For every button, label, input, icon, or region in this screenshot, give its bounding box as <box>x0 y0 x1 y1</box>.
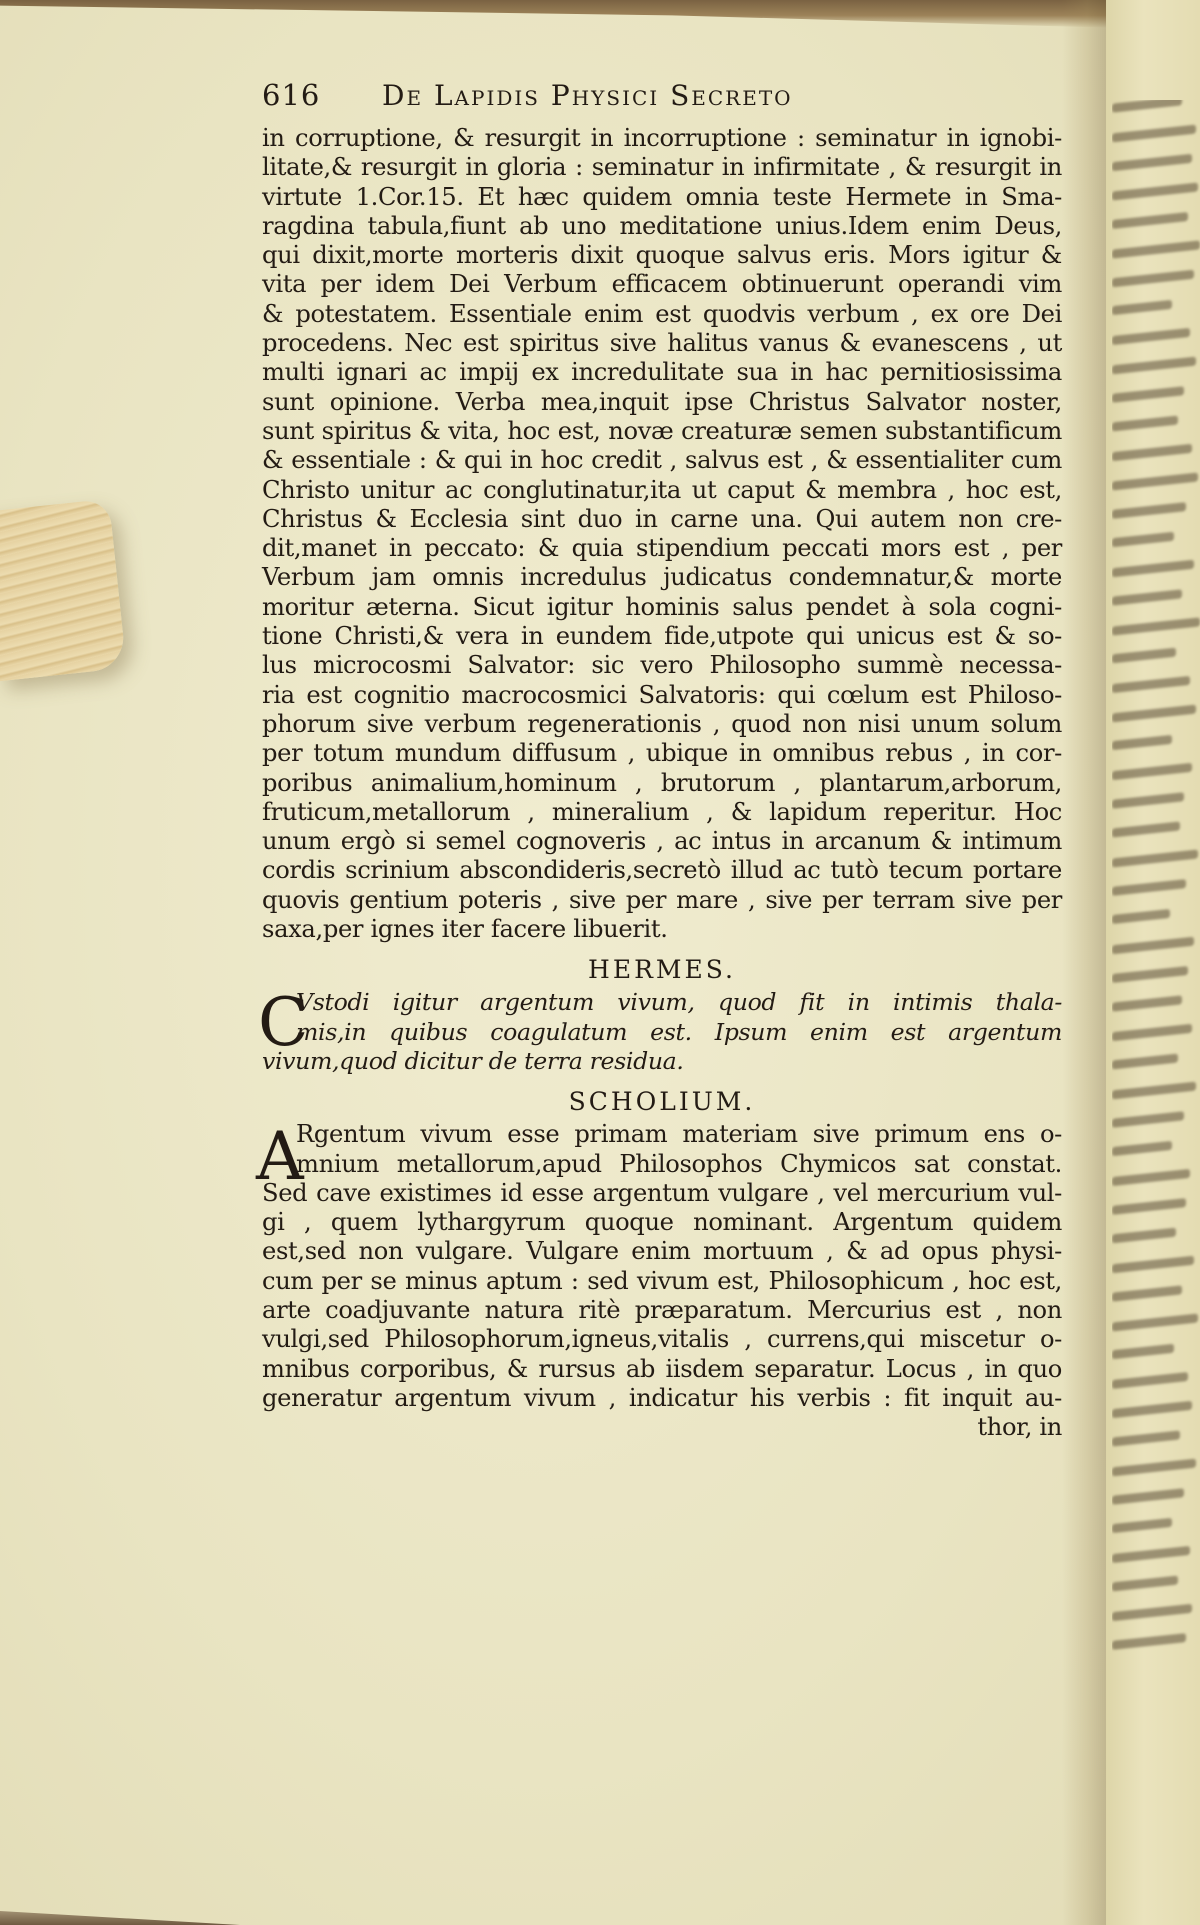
facing-page-text-stroke <box>1112 328 1190 345</box>
facing-page-text-stroke <box>1112 1313 1198 1331</box>
facing-page-text-stroke <box>1112 648 1176 664</box>
body-line: Christus & Ecclesia sint duo in carne una. Qui autem non cre- <box>262 504 1062 533</box>
facing-page-text-stroke <box>1112 154 1192 171</box>
hermes-line: mis,in quibus coagulatum est. Ipsum enim est argentum <box>296 1017 1062 1046</box>
body-line: saxa,per ignes iter facere libuerit. <box>262 915 668 944</box>
body-line: & potestatem. Essentiale enim est quodvis verbum , ex ore Dei <box>262 299 1062 328</box>
facing-page-text-stroke <box>1112 821 1180 837</box>
scholium-paragraph <box>256 1118 1062 1442</box>
body-line: lus microcosmi Salvator: sic vero Philosopho summè necessa- <box>262 651 1062 680</box>
running-header <box>262 78 1062 124</box>
body-line: tione Christi,& vera in eundem fide,utpote qui unicus est & so- <box>262 622 1062 651</box>
body-line: moritur æterna. Sicut igitur hominis salus pendet à sola cogni- <box>262 592 1062 621</box>
page-number: 616 <box>262 78 321 112</box>
facing-page-text-stroke <box>1112 532 1174 548</box>
scholium-line: gi , quem lythargyrum quoque nominant. Argentum quidem <box>262 1208 1062 1237</box>
facing-page-text-blur <box>1112 100 1200 1720</box>
facing-page-text-stroke <box>1112 125 1196 143</box>
facing-page-text-stroke <box>1112 879 1186 896</box>
scholium-line: cum per se minus aptum : sed vivum est, Philosophicum , hoc est, <box>262 1266 1062 1295</box>
hermes-quote <box>258 984 1062 1076</box>
facing-page-text-stroke <box>1112 966 1188 983</box>
page-text <box>256 78 1062 1442</box>
facing-page-text-stroke <box>1112 1111 1184 1128</box>
body-line: virtute 1.Cor.15. Et hæc quidem omnia teste Hermete in Sma- <box>262 182 1062 211</box>
body-line: procedens. Nec est spiritus sive halitus vanus & evanescens , ut <box>262 329 1062 358</box>
facing-page-text-stroke <box>1112 735 1172 750</box>
scholium-line: Sed cave existimes id esse argentum vulgare , vel mercurium vul- <box>262 1178 1062 1207</box>
facing-page-text-stroke <box>1112 705 1196 723</box>
body-line: ria est cognitio macrocosmici Salvatoris: qui cœlum est Philoso- <box>262 680 1062 709</box>
facing-page-text-stroke <box>1112 1082 1196 1100</box>
facing-page-text-stroke <box>1112 1372 1188 1389</box>
facing-page-text-stroke <box>1112 909 1170 924</box>
body-line: & essentiale : & qui in hoc credit , salvus est , & essentialiter cum <box>262 446 1062 475</box>
section-heading-scholium: SCHOLIUM. <box>568 1087 756 1117</box>
facing-page-text-stroke <box>1112 357 1196 375</box>
body-paragraph <box>262 124 1062 944</box>
facing-page-text-stroke <box>1112 100 1182 113</box>
facing-page-text-stroke <box>1112 1401 1192 1418</box>
facing-page-text-stroke <box>1112 676 1190 693</box>
body-line: poribus animalium,hominum , brutorum , plantarum,arborum, <box>262 768 1062 797</box>
facing-page-text-stroke <box>1112 1054 1178 1070</box>
facing-page-text-stroke <box>1112 1024 1192 1041</box>
facing-page-text-stroke <box>1112 617 1200 635</box>
body-line: multi ignari ac impij ex incredulitate sua in hac pernitiosissima <box>262 358 1062 387</box>
facing-page-text-stroke <box>1112 502 1186 519</box>
scholium-line: mnium metallorum,apud Philosophos Chymicos sat constat. <box>296 1149 1062 1178</box>
facing-page-text-stroke <box>1112 386 1184 403</box>
facing-page-text-stroke <box>1112 849 1198 867</box>
body-line: dit,manet in peccato: & quia stipendium peccati mors est , per <box>262 534 1062 563</box>
facing-page-text-stroke <box>1112 560 1194 578</box>
facing-page-text-stroke <box>1112 589 1182 605</box>
body-line: cordis scrinium abscondideris,secretò illud ac tutò tecum portare <box>262 856 1062 885</box>
facing-page-text-stroke <box>1112 472 1198 490</box>
facing-page-text-stroke <box>1112 1285 1182 1301</box>
body-line: fruticum,metallorum , mineralium , & lapidum reperitur. Hoc <box>262 797 1062 826</box>
facing-page-text-stroke <box>1112 1344 1174 1360</box>
page-gutter <box>1062 0 1108 1925</box>
facing-page-text-stroke <box>1112 212 1188 229</box>
facing-page-text-stroke <box>1112 1604 1192 1621</box>
facing-page-text-stroke <box>1112 182 1198 200</box>
facing-page-text-stroke <box>1112 995 1182 1011</box>
facing-page-text-stroke <box>1112 1256 1194 1274</box>
facing-page-text-stroke <box>1112 240 1200 258</box>
hermes-line: Vstodi igitur argentum vivum, quod fit in intimis thala- <box>296 988 1062 1017</box>
facing-page-text-stroke <box>1112 270 1194 288</box>
body-line: vita per idem Dei Verbum efficacem obtinuerunt operandi vim <box>262 270 1062 299</box>
dropcap-a: A <box>256 1118 304 1196</box>
body-line: litate,& resurgit in gloria : seminatur in infirmitate , & resurgit in <box>262 153 1062 182</box>
thumb-holding-page <box>0 499 127 681</box>
facing-page-text-stroke <box>1112 1430 1180 1446</box>
body-line: unum ergò si semel cognoveris , ac intus in arcanum & intimum <box>262 827 1062 856</box>
scholium-line: vulgi,sed Philosophorum,igneus,vitalis , currens,qui miscetur o- <box>262 1325 1062 1354</box>
facing-page-text-stroke <box>1112 300 1172 315</box>
body-line: qui dixit,morte morteris dixit quoque salvus eris. Mors igitur & <box>262 241 1062 270</box>
facing-page-text-stroke <box>1112 1546 1190 1563</box>
body-line: ragdina tabula,fiunt ab uno meditatione unius.Idem enim Deus, <box>262 211 1062 240</box>
facing-page-text-stroke <box>1112 1518 1172 1533</box>
body-line: Verbum jam omnis incredulus judicatus condemnatur,& morte <box>262 563 1062 592</box>
dropcap-c: C <box>258 984 309 1062</box>
body-line: in corruptione, & resurgit in incorruptione : seminatur in ignobi- <box>262 124 1062 152</box>
body-line: quovis gentium poteris , sive per mare , sive per terram sive per <box>262 885 1062 914</box>
facing-page-text-stroke <box>1112 1141 1172 1156</box>
scholium-line: est,sed non vulgare. Vulgare enim mortuum , & ad opus physi- <box>262 1237 1062 1266</box>
hermes-line: vivum,quod dicitur de terra residua. <box>262 1046 684 1075</box>
facing-page-text-stroke <box>1112 763 1192 780</box>
facing-page-text-stroke <box>1112 1488 1184 1505</box>
catchword: thor, in <box>977 1413 1062 1442</box>
running-title: De Lapidis Physici Secreto <box>382 79 793 112</box>
facing-page-text-stroke <box>1112 792 1184 809</box>
body-line: per totum mundum diffusum , ubique in omnibus rebus , in cor- <box>262 739 1062 768</box>
facing-page-text-stroke <box>1112 1228 1176 1244</box>
section-heading-hermes: HERMES. <box>588 955 736 985</box>
facing-page-text-stroke <box>1112 1576 1178 1592</box>
body-line: Christo unitur ac conglutinatur,ita ut caput & membra , hoc est, <box>262 475 1062 504</box>
facing-page-text-stroke <box>1112 1198 1186 1215</box>
facing-page-text-stroke <box>1112 416 1178 432</box>
scholium-line: arte coadjuvante natura ritè præparatum. Mercurius est , non <box>262 1295 1062 1324</box>
body-line: phorum sive verbum regenerationis , quod non nisi unum solum <box>262 709 1062 738</box>
scholium-line: mnibus corporibus, & rursus ab iisdem separatur. Locus , in quo <box>262 1354 1062 1383</box>
facing-page-text-stroke <box>1112 1169 1190 1186</box>
facing-page-text-stroke <box>1112 1459 1196 1477</box>
facing-page-text-stroke <box>1112 444 1192 461</box>
facing-page-text-stroke <box>1112 1633 1186 1650</box>
body-line: sunt spiritus & vita, hoc est, novæ creaturæ semen substantificum <box>262 416 1062 445</box>
scholium-line: generatur argentum vivum , indicatur his verbis : fit inquit au- <box>262 1383 1062 1412</box>
facing-page-text-stroke <box>1112 937 1194 955</box>
scholium-line: Rgentum vivum esse primam materiam sive primum ens o- <box>296 1120 1062 1149</box>
body-line: sunt opinione. Verba mea,inquit ipse Christus Salvator noster, <box>262 387 1062 416</box>
